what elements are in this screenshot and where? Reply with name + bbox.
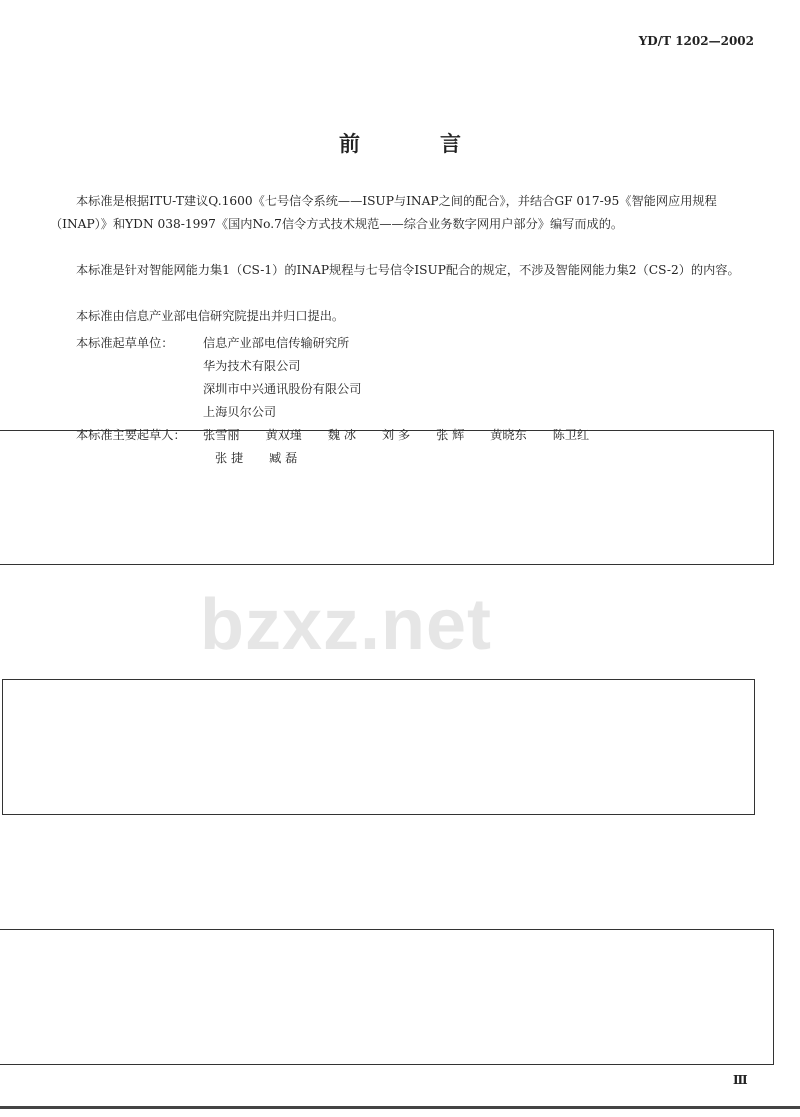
empty-frame: [0, 929, 774, 1065]
drafting-units-label: 本标准起草单位：: [76, 336, 174, 350]
watermark: bzxz.net: [200, 585, 493, 665]
page-number: Ⅲ: [733, 1073, 748, 1087]
drafter-name: 魏 冰: [327, 428, 357, 442]
drafting-unit: 华为技术有限公司: [203, 359, 301, 373]
drafting-unit: 信息产业部电信传输研究所: [203, 336, 350, 350]
paragraph-proposer: 本标准由信息产业部电信研究院提出并归口提出。: [76, 309, 345, 323]
empty-frame: [0, 430, 774, 565]
drafter-name: 张雪丽: [203, 428, 240, 442]
paragraph-scope: 本标准是针对智能网能力集1（CS-1）的INAP规程与七号信令ISUP配合的规定，不涉及智能网能力集2（CS-2）的内容。: [76, 263, 740, 277]
drafter-name: 黄双瑾: [265, 428, 302, 442]
page-title: 前言: [339, 131, 541, 156]
drafting-unit: 上海贝尔公司: [203, 405, 277, 419]
drafters-label: 本标准主要起草人：: [76, 428, 186, 442]
drafter-name: 陈卫红: [552, 428, 590, 442]
drafting-unit: 深圳市中兴通讯股份有限公司: [203, 382, 362, 396]
drafter-name: 张 捷: [215, 451, 244, 465]
drafter-name: 张 辉: [436, 428, 465, 442]
paragraph-basis: 本标准是根据ITU-T建议Q.1600《七号信令系统——ISUP与INAP之间的配合》，并结合GF 017-95《智能网应用规程（INAP）》和YDN 038-1997《国内No.7信令方式技术规范——综合业务数字网用户部分》编写而成的。: [50, 194, 717, 231]
document-number: YD/T 1202—2002: [638, 34, 754, 48]
drafter-name: 刘 多: [382, 428, 411, 442]
empty-frame: [2, 679, 755, 815]
drafter-name: 臧 磊: [269, 451, 298, 465]
drafter-name: 黄晓东: [490, 428, 527, 442]
bottom-rule: [0, 1106, 800, 1109]
